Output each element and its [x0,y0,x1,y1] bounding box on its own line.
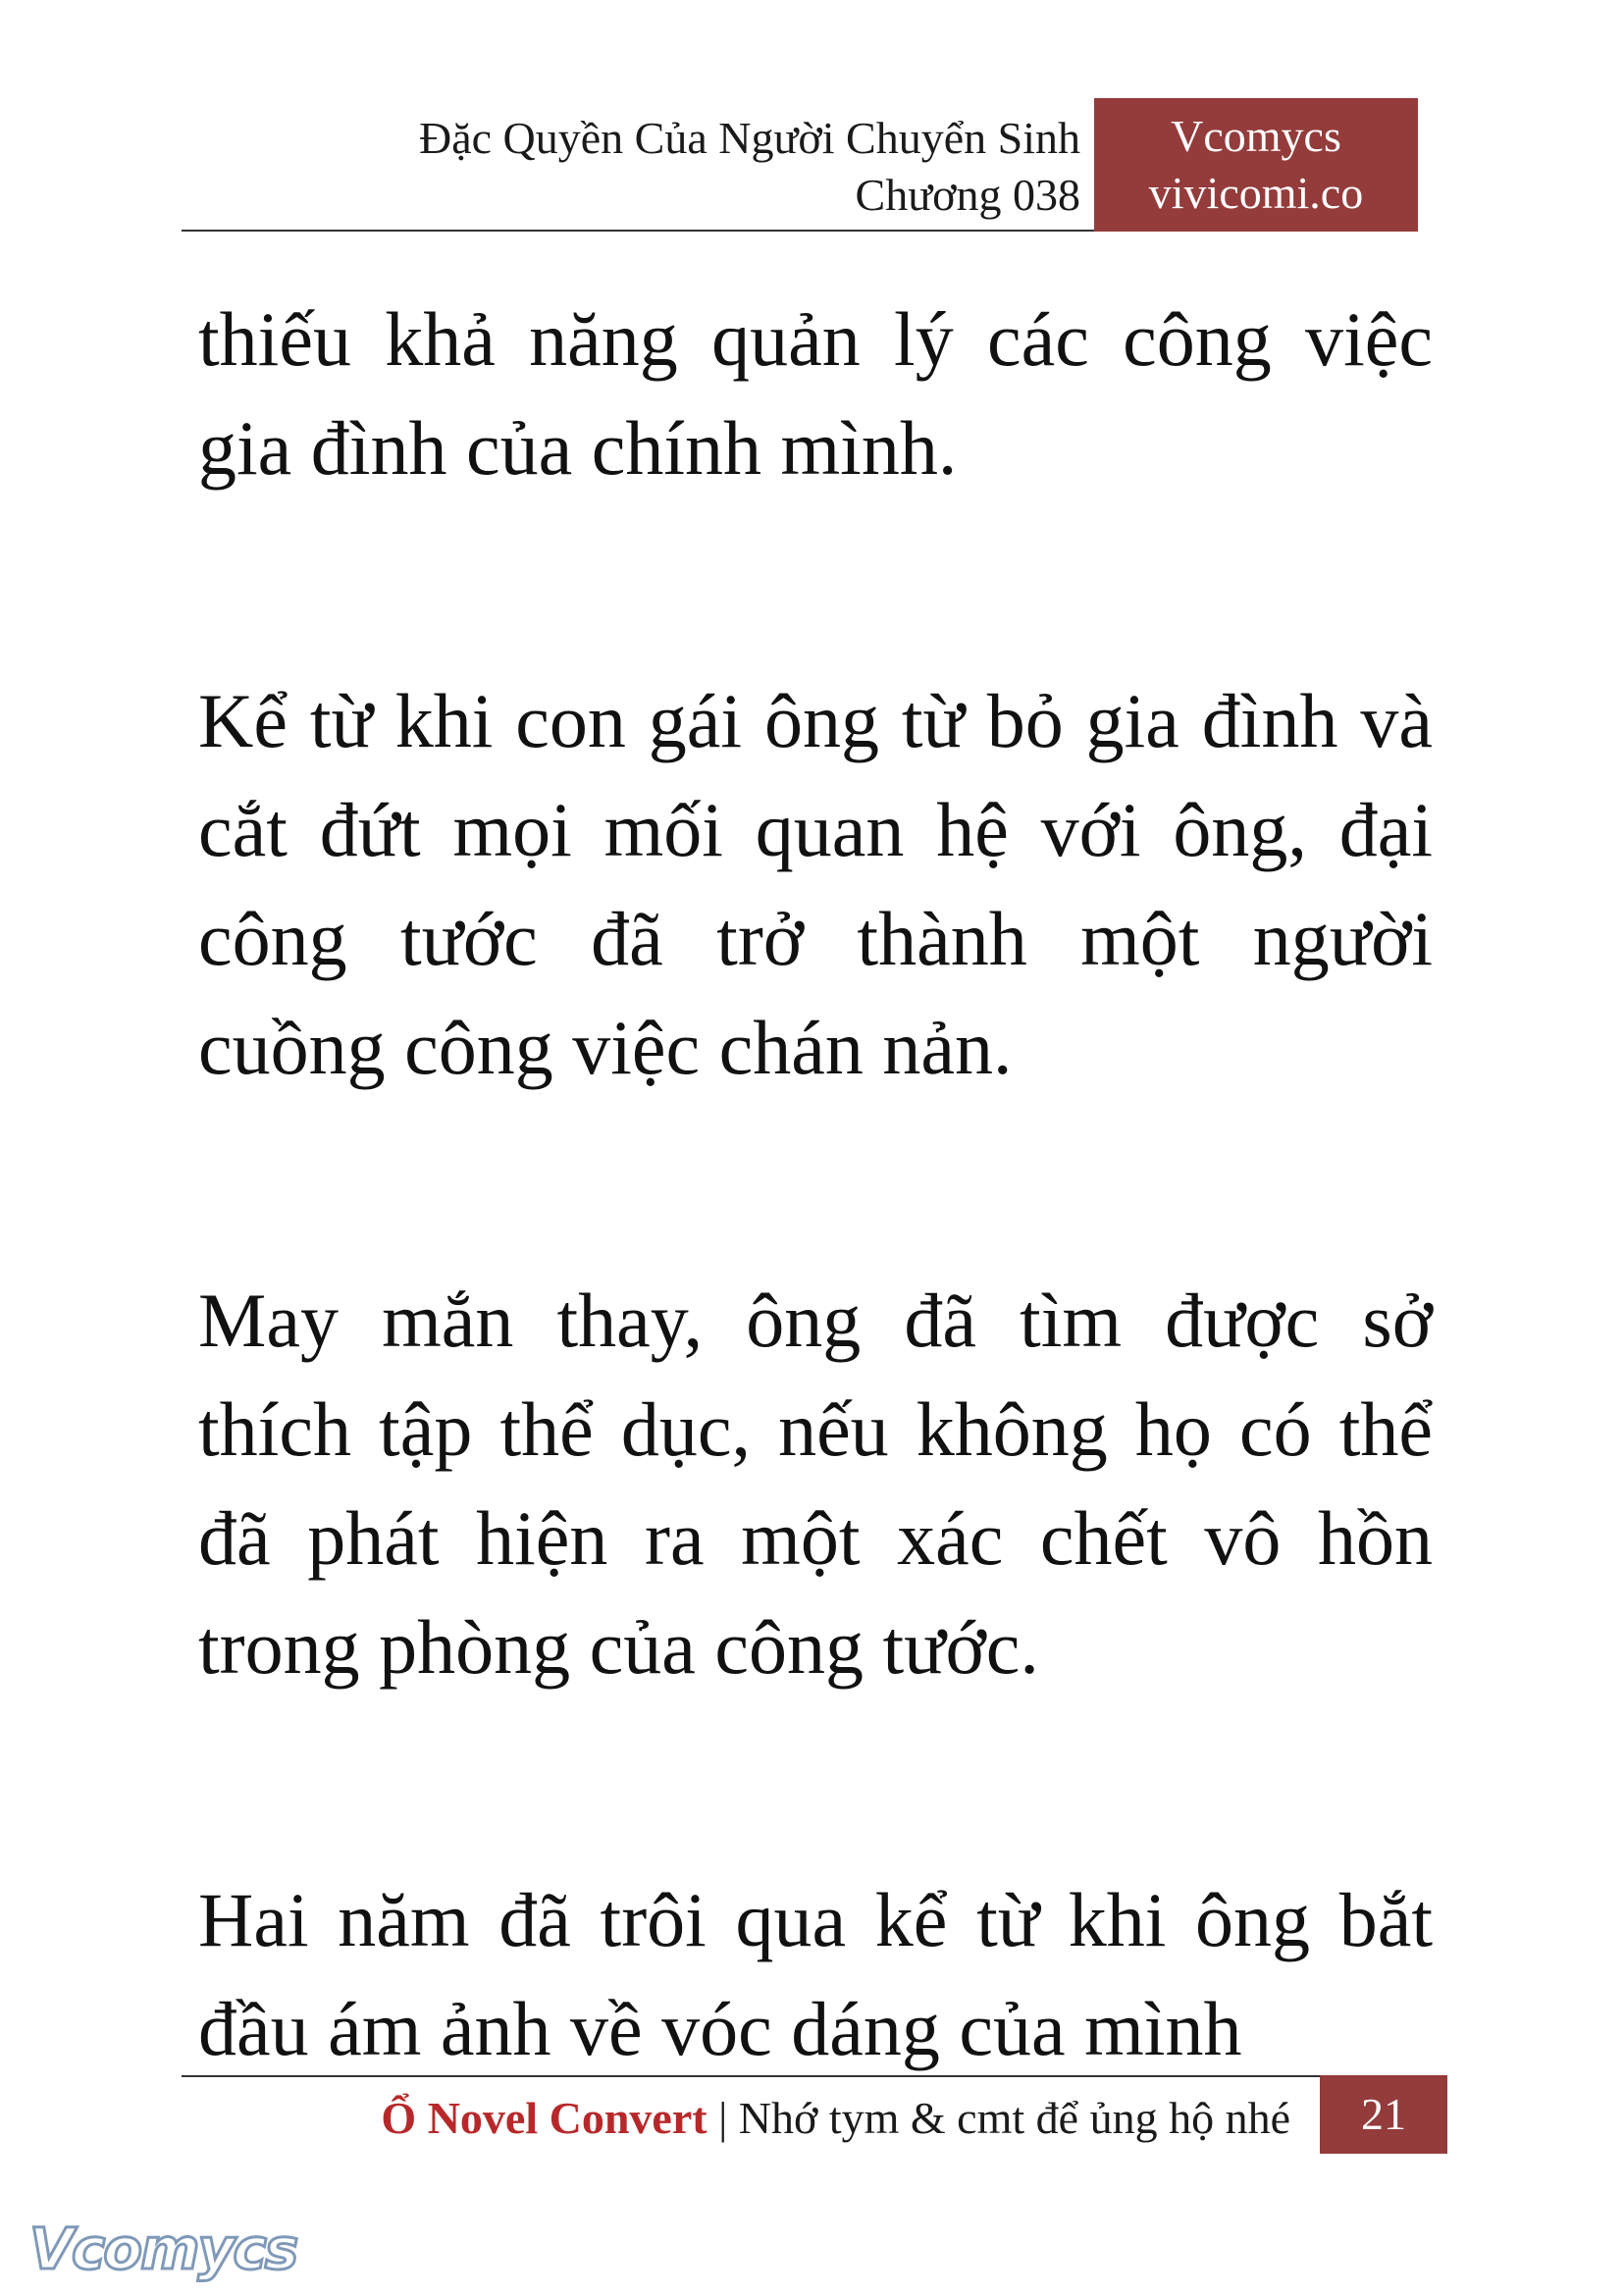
site-badge-name: Vcomycs [1171,111,1341,161]
paragraph: May mắn thay, ông đã tìm được sở thích tập thể dục, nếu không họ có thể đã phát hiện ra một xác chết vô hồn trong phòng của công tước. [198,1278,1433,1690]
footer-brand: Ổ Novel Convert [381,2093,707,2143]
paragraph: Hai năm đã trôi qua kể từ khi ông bắt đầu ám ảnh về vóc dáng của mình [198,1877,1433,2071]
header-text [419,110,1080,224]
footer-message: Nhớ tym & cmt để ủng hộ nhé [738,2093,1290,2143]
page-footer [182,2075,1447,2154]
paragraph: Kể từ khi con gái ông từ bỏ gia đình và cắt đứt mọi mối quan hệ với ông, đại công tước đã trở thành một người cuồng công việc chán nản. [198,678,1433,1090]
footer-divider [182,2075,1320,2077]
watermark-logo: Vcomycs [29,2216,297,2282]
header-divider [182,230,1094,232]
footer-separator: | [707,2093,739,2143]
chapter-label: Chương 038 [855,170,1080,220]
page-number: 21 [1320,2075,1447,2154]
footer-text [381,2089,1290,2148]
story-body [198,285,1433,2083]
page-header [182,98,1418,231]
paragraph: thiếu khả năng quản lý các công việc gia đình của chính mình. [198,296,1433,491]
book-title: Đặc Quyền Của Người Chuyển Sinh [418,113,1080,163]
site-badge [1094,98,1418,232]
site-badge-url: vivicomi.co [1148,168,1364,218]
